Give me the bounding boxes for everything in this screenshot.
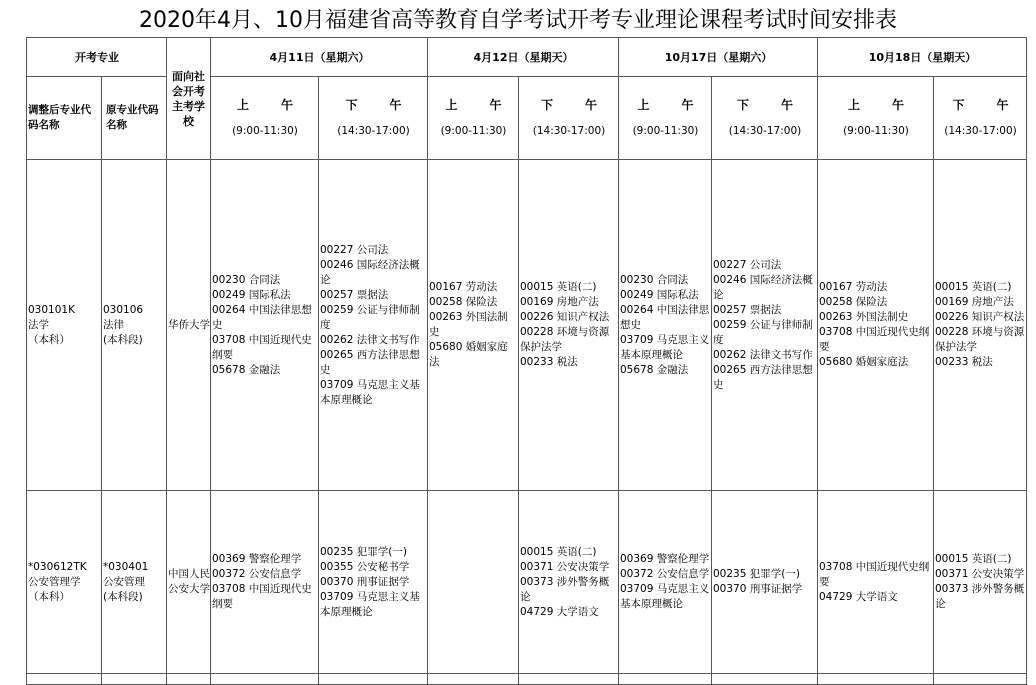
course-item: 00246 国际经济法概论: [713, 273, 813, 301]
am-time: (9:00-11:30): [440, 125, 507, 137]
course-item: 00015 英语(二): [520, 281, 597, 293]
course-item: 00371 公安决策学: [520, 560, 610, 573]
old-program-level: (本科段): [103, 590, 143, 603]
course-item: 00259 公证与律师制度: [320, 303, 420, 331]
course-item: 00228 环境与资源保护法学: [935, 326, 1025, 353]
new-program-level: （本科）: [28, 590, 70, 603]
course-item: 00249 国际私法: [212, 288, 291, 301]
course-item: 00372 公安信息学: [212, 568, 302, 580]
course-item: 00262 法律文书写作: [713, 348, 813, 361]
slot-courses: [211, 160, 319, 491]
header-date-2: 4月12日（星期天）: [428, 38, 619, 77]
slot-courses: [619, 160, 712, 491]
course-item: 03708 中国近现代史纲要: [819, 326, 930, 353]
header-date-1: 4月11日（星期六）: [211, 38, 428, 77]
course-item: 00355 公安秘书学: [320, 560, 410, 573]
slot-courses: [519, 160, 619, 491]
old-program: [102, 491, 167, 674]
course-item: 00167 劳动法: [429, 281, 498, 293]
old-program-code: *030401: [103, 560, 149, 573]
course-item: 00369 警察伦理学: [620, 553, 710, 565]
slot-courses: [619, 491, 712, 674]
course-item: 03709 马克思主义基本原理概论: [320, 378, 420, 406]
course-item: 05678 金融法: [620, 363, 689, 376]
course-item: 04729 大学语文: [520, 605, 599, 618]
course-item: 00257 票据法: [713, 303, 782, 316]
new-program: [27, 160, 102, 491]
slot-courses: [712, 491, 818, 674]
pm-time: (14:30-17:00): [944, 125, 1017, 137]
slot-courses: [934, 160, 1027, 491]
header-old-code: 原专业代码名称: [102, 77, 167, 160]
page-title: 2020年4月、10月福建省高等教育自学考试开考专业理论课程考试时间安排表: [139, 8, 897, 33]
course-item: 00258 保险法: [429, 296, 498, 308]
table-row: [27, 491, 1027, 674]
course-item: 00370 刑事证据学: [713, 583, 803, 595]
course-item: 00246 国际经济法概论: [320, 258, 420, 286]
course-item: 00370 刑事证据学: [320, 575, 410, 588]
table-row-cut: [27, 674, 1027, 685]
new-program-name: 法学: [28, 318, 49, 331]
table-row: [27, 160, 1027, 491]
header-major: 开考专业: [27, 38, 167, 77]
course-item: 00169 房地产法: [935, 296, 1014, 308]
slot-am: [818, 77, 934, 160]
course-item: 00264 中国法律思想史: [212, 303, 312, 331]
slot-am: [619, 77, 712, 160]
header-date-3: 10月17日（星期六）: [619, 38, 818, 77]
slot-courses: [934, 491, 1027, 674]
slot-pm: [934, 77, 1027, 160]
course-item: 00371 公安决策学: [935, 568, 1025, 580]
slot-am: [211, 77, 319, 160]
course-item: 03709 马克思主义基本原理概论: [320, 590, 420, 618]
new-program-code: *030612TK: [28, 560, 87, 573]
am-label: 上 午: [236, 98, 303, 112]
course-item: 00230 合同法: [620, 273, 689, 286]
course-item: 00235 犯罪学(一): [713, 568, 800, 580]
slot-courses: [428, 491, 519, 674]
course-item: 00372 公安信息学: [620, 568, 710, 580]
pm-time: (14:30-17:00): [532, 125, 606, 137]
exam-schedule-table: [26, 37, 1027, 685]
slot-pm: [712, 77, 818, 160]
slot-courses: [319, 491, 428, 674]
header-new-code: 调整后专业代码名称: [27, 77, 102, 160]
pm-time: (14:30-17:00): [728, 125, 802, 137]
exam-school: 中国人民公安大学: [167, 491, 211, 674]
course-item: 03708 中国近现代史纲要: [819, 560, 930, 588]
course-item: 00226 知识产权法: [935, 311, 1025, 323]
course-item: 00265 西方法律思想史: [713, 363, 813, 391]
course-item: 00257 票据法: [320, 288, 389, 301]
new-program: [27, 491, 102, 674]
course-item: 00265 西方法律思想史: [320, 348, 420, 376]
exam-school: 华侨大学: [167, 160, 211, 491]
course-item: 00015 英语(二): [935, 281, 1012, 293]
am-label: 上 午: [847, 98, 914, 112]
course-item: 00373 涉外警务概论: [935, 583, 1025, 610]
am-time: (9:00-11:30): [843, 125, 909, 137]
course-item: 03709 马克思主义基本原理概论: [620, 583, 710, 610]
course-item: 00263 外国法制史: [429, 311, 508, 338]
course-item: 00373 涉外警务概论: [520, 575, 610, 603]
am-time: (9:00-11:30): [232, 125, 298, 137]
am-label: 上 午: [637, 98, 704, 112]
new-program-name: 公安管理学: [28, 575, 81, 588]
slot-courses: [818, 160, 934, 491]
course-item: 00258 保险法: [819, 296, 888, 308]
pm-label: 下 午: [952, 98, 1019, 112]
old-program-name: 法律: [103, 318, 124, 331]
am-time: (9:00-11:30): [632, 125, 699, 137]
old-program-name: 公安管理: [103, 575, 145, 588]
new-program-level: （本科）: [28, 333, 70, 346]
slot-courses: [428, 160, 519, 491]
old-program: [102, 160, 167, 491]
header-school: 面向社会开考主考学校: [167, 38, 211, 160]
pm-label: 下 午: [345, 98, 412, 112]
course-item: 00169 房地产法: [520, 296, 599, 308]
new-program-code: 030101K: [28, 303, 75, 316]
slot-pm: [519, 77, 619, 160]
course-item: 00226 知识产权法: [520, 311, 610, 323]
course-item: 05678 金融法: [212, 363, 281, 376]
course-item: 00235 犯罪学(一): [320, 545, 407, 558]
pm-time: (14:30-17:00): [337, 125, 410, 137]
course-item: 00227 公司法: [320, 243, 389, 256]
course-item: 04729 大学语文: [819, 590, 898, 603]
course-item: 00015 英语(二): [520, 545, 597, 558]
course-item: 05680 婚姻家庭法: [429, 341, 508, 368]
course-item: 03708 中国近现代史纲要: [212, 583, 312, 610]
course-item: 00369 警察伦理学: [212, 553, 302, 565]
course-item: 00227 公司法: [713, 258, 782, 271]
slot-courses: [319, 160, 428, 491]
course-item: 03709 马克思主义基本原理概论: [620, 333, 710, 361]
old-program-code: 030106: [103, 303, 144, 316]
course-item: 00228 环境与资源保护法学: [520, 326, 610, 353]
slot-courses: [211, 491, 319, 674]
slot-courses: [818, 491, 934, 674]
course-item: 00262 法律文书写作: [320, 333, 420, 346]
course-item: 00259 公证与律师制度: [713, 318, 813, 346]
course-item: 00264 中国法律思想史: [620, 303, 710, 331]
course-item: 05680 婚姻家庭法: [819, 356, 909, 368]
course-item: 03708 中国近现代史纲要: [212, 333, 312, 361]
slot-courses: [519, 491, 619, 674]
am-label: 上 午: [445, 98, 512, 112]
course-item: 00167 劳动法: [819, 281, 888, 293]
course-item: 00249 国际私法: [620, 288, 699, 301]
slot-am: [428, 77, 519, 160]
pm-label: 下 午: [540, 98, 607, 112]
slot-courses: [712, 160, 818, 491]
old-program-level: (本科段): [103, 333, 143, 346]
course-item: 00230 合同法: [212, 273, 281, 286]
course-item: 00263 外国法制史: [819, 311, 909, 323]
course-item: 00233 税法: [935, 356, 993, 368]
course-item: 00233 税法: [520, 356, 578, 368]
course-item: 00015 英语(二): [935, 553, 1012, 565]
slot-pm: [319, 77, 428, 160]
header-row-dates: [27, 38, 1027, 77]
pm-label: 下 午: [736, 98, 803, 112]
header-date-4: 10月18日（星期天）: [818, 38, 1027, 77]
